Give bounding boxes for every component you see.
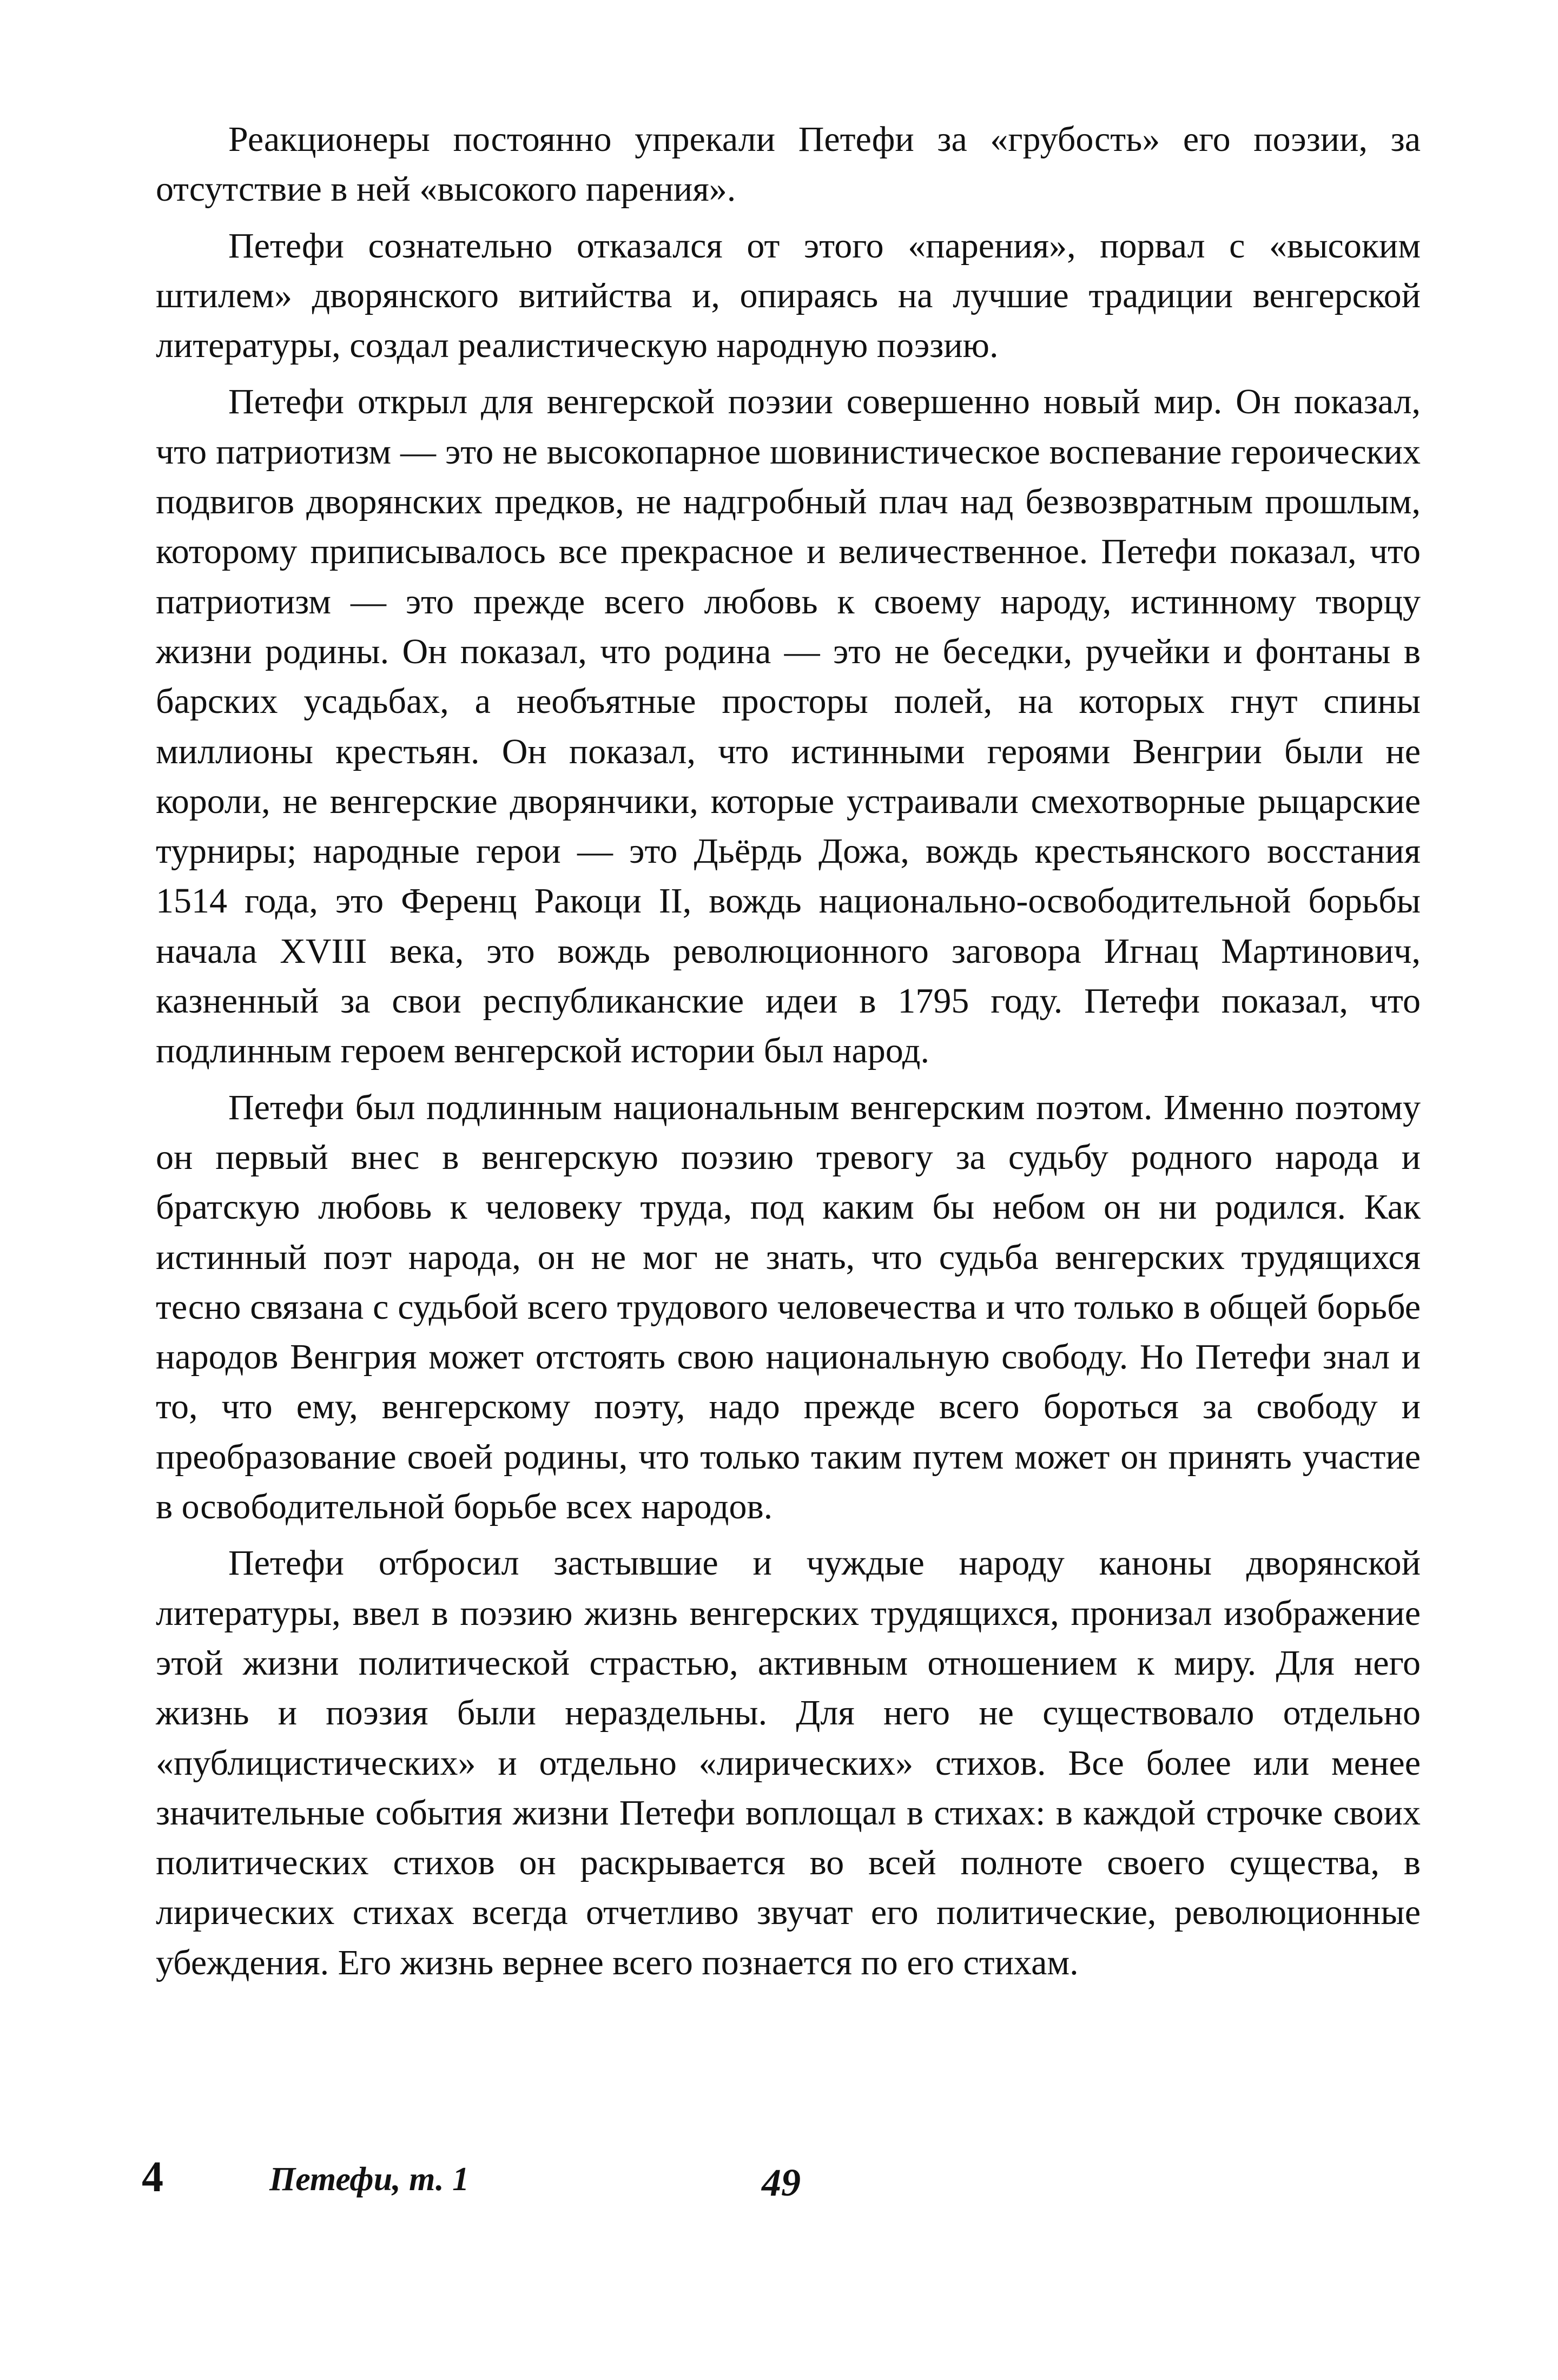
signature-text: Петефи, т. 1	[269, 2161, 470, 2198]
paragraph-2: Петефи сознательно отказался от этого «парения», порвал с «высоким штилем» дворянского витийства и, опираясь на лучшие традиции венгерской литературы, создал реалистическую народную поэзию.	[156, 226, 1421, 366]
page-footer	[0, 2153, 1558, 2218]
paragraph-1: Реакционеры постоянно упрекали Петефи за «грубость» его поэзии, за отсутствие в ней «высокого парения».	[156, 120, 1421, 209]
page-body	[156, 115, 1421, 1994]
paragraph-4: Петефи был подлинным национальным венгерским поэтом. Именно поэтому он первый внес в венгерскую поэзию тревогу за судьбу родного народа и братскую любовь к человеку труда, под каким бы небом он ни родился. Как истинный поэт народа, он не мог не знать, что судьба венгерских трудящихся тесно связана с судьбой всего трудового человечества и что только в общей борьбе народов Венгрия может отстоять свою национальную свободу. Но Петефи знал и то, что ему, венгерскому поэту, надо прежде всего бороться за свободу и преобразование своей родины, что только таким путем может он принять участие в освободительной борьбе всех народов.	[156, 1087, 1421, 1527]
page-number: 49	[762, 2161, 801, 2204]
signature-number: 4	[142, 2153, 163, 2201]
paragraph-3: Петефи открыл для венгерской поэзии совершенно новый мир. Он показал, что патриотизм — это не высокопарное шовинистическое воспевание героических подвигов дворянских предков, не надгробный плач над безвозвратным прошлым, которому приписывалось все прекрасное и величественное. Петефи показал, что патриотизм — это прежде всего любовь к своему народу, истинному творцу жизни родины. Он показал, что родина — это не беседки, ручейки и фонтаны в барских усадьбах, а необъятные просторы полей, на которых гнут спины миллионы крестьян. Он показал, что истинными героями Венгрии были не короли, не венгерские дворянчики, которые устраивали смехотворные рыцарские турниры; народные герои — это Дьёрдь Дожа, вождь крестьянского восстания 1514 года, это Ференц Ракоци II, вождь национально-освободительной борьбы начала XVIII века, это вождь революционного заговора Игнац Мартинович, казненный за свои республиканские идеи в 1795 году. Петефи показал, что подлинным героем венгерской истории был народ.	[156, 382, 1421, 1071]
paragraph-5: Петефи отбросил застывшие и чуждые народу каноны дворянской литературы, ввел в поэзию жизнь венгерских трудящихся, пронизал изображение этой жизни политической страстью, активным отношением к миру. Для него жизнь и поэзия были нераздельны. Для него не существовало отдельно «публицистических» и отдельно «лирических» стихов. Все более или менее значительные события жизни Петефи воплощал в стихах: в каждой строчке своих политических стихов он раскрывается во всей полноте своего существа, в лирических стихах всегда отчетливо звучат его политические, революционные убеждения. Его жизнь вернее всего познается по его стихам.	[156, 1543, 1421, 1982]
